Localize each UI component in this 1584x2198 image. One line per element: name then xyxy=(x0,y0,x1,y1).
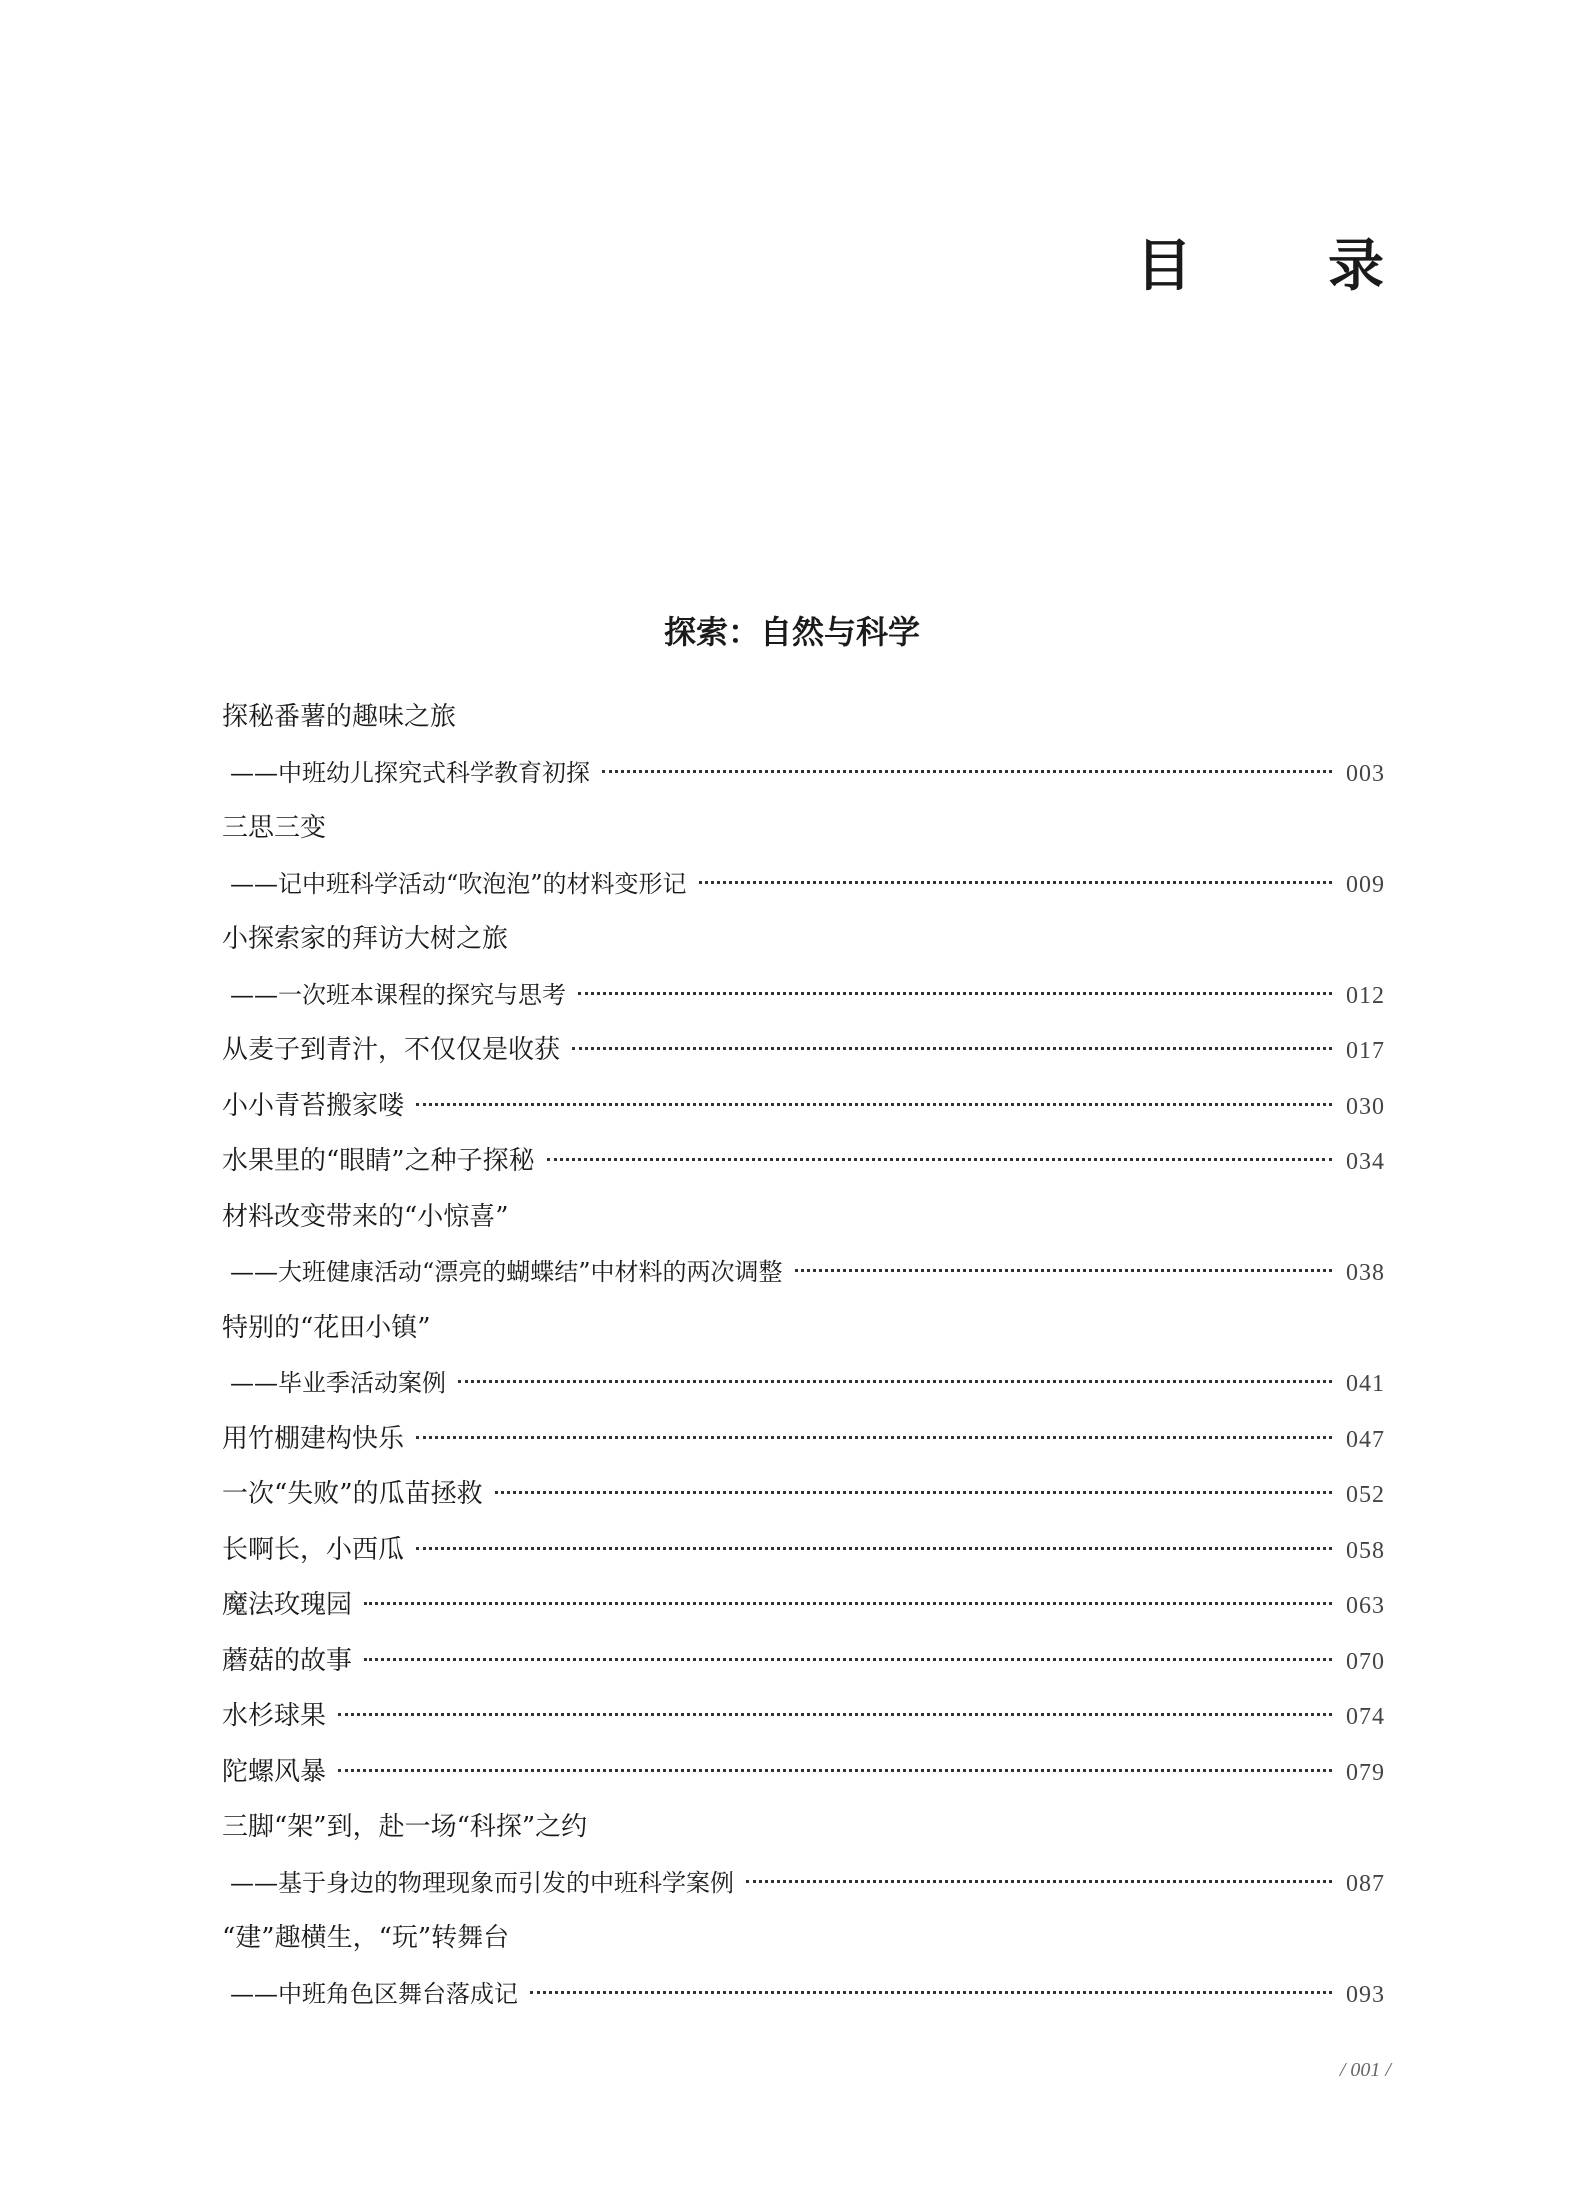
toc-subtitle-line xyxy=(222,1356,1385,1412)
dot-leader xyxy=(795,1269,1332,1272)
toc-title-text: 从麦子到青汁，不仅仅是收获 xyxy=(222,1035,561,1065)
toc-title-text: 三思三变 xyxy=(222,813,327,843)
toc-page-number: 070 xyxy=(1346,1648,1385,1675)
toc-subtitle-line xyxy=(222,1245,1385,1301)
toc-page-number: 030 xyxy=(1346,1093,1385,1120)
toc-title-line xyxy=(222,1134,1385,1190)
toc-title-text: 水果里的“眼睛”之种子探秘 xyxy=(222,1146,535,1176)
toc-title-text: 长啊长，小西瓜 xyxy=(222,1534,405,1565)
toc-page-number: 087 xyxy=(1346,1870,1385,1897)
toc-title-text: 魔法玫瑰园 xyxy=(222,1590,353,1620)
toc-title-line xyxy=(222,1800,1385,1856)
toc-title-line xyxy=(222,1634,1385,1690)
dot-leader xyxy=(416,1436,1332,1439)
toc-page-number: 034 xyxy=(1346,1149,1385,1175)
toc-page-number: 038 xyxy=(1346,1260,1385,1286)
toc-title-line xyxy=(222,690,1385,746)
dot-leader xyxy=(458,1380,1332,1383)
toc-subtitle-text: ——大班健康活动“漂亮的蝴蝶结”中材料的两次调整 xyxy=(230,1258,783,1286)
toc-subtitle-text: ——记中班科学活动“吹泡泡”的材料变形记 xyxy=(230,869,687,898)
toc-page-number: 009 xyxy=(1346,871,1385,898)
toc-subtitle-text: ——毕业季活动案例 xyxy=(230,1369,446,1397)
toc-subtitle-line xyxy=(222,968,1385,1024)
toc-title-line xyxy=(222,1301,1385,1357)
toc-title-text: 小探索家的拜访大树之旅 xyxy=(222,924,509,954)
toc-title-line xyxy=(222,1079,1385,1135)
dot-leader xyxy=(364,1658,1332,1661)
toc-title-line xyxy=(222,1023,1385,1079)
dot-leader xyxy=(416,1547,1332,1550)
toc-title-line xyxy=(222,1412,1385,1468)
dot-leader xyxy=(602,770,1332,773)
toc-title-line xyxy=(222,1523,1385,1579)
toc-title-text: 陀螺风暴 xyxy=(222,1756,327,1787)
dot-leader xyxy=(364,1602,1332,1605)
toc-page-number: 003 xyxy=(1346,760,1385,787)
dot-leader xyxy=(338,1769,1332,1772)
dot-leader xyxy=(547,1158,1332,1161)
toc-title-text: 材料改变带来的“小惊喜” xyxy=(222,1201,509,1232)
dot-leader xyxy=(699,881,1332,884)
toc-title-text: “建”趣横生，“玩”转舞台 xyxy=(222,1923,510,1953)
toc-subtitle-text: ——中班幼儿探究式科学教育初探 xyxy=(230,758,590,787)
dot-leader xyxy=(578,992,1332,995)
toc-page-number: 047 xyxy=(1346,1426,1385,1453)
toc-title-line xyxy=(222,1190,1385,1246)
footer-page-number: / 001 / xyxy=(1339,2059,1391,2081)
toc-page-number: 058 xyxy=(1346,1537,1385,1564)
toc-subtitle-line xyxy=(222,1856,1385,1912)
toc-title-text: 水杉球果 xyxy=(222,1701,327,1731)
dot-leader xyxy=(530,1991,1332,1994)
table-of-contents xyxy=(222,690,1385,2022)
toc-title-line xyxy=(222,1689,1385,1745)
toc-page-number: 079 xyxy=(1346,1759,1385,1786)
dot-leader xyxy=(338,1713,1332,1716)
section-title: 探索：自然与科学 xyxy=(663,613,920,651)
toc-title-line xyxy=(222,801,1385,857)
toc-page-number: 063 xyxy=(1346,1593,1385,1619)
toc-title-text: 特别的“花田小镇” xyxy=(222,1312,431,1343)
toc-page-number: 074 xyxy=(1346,1704,1385,1730)
toc-subtitle-text: ——中班角色区舞台落成记 xyxy=(230,1979,518,2008)
toc-page-number: 012 xyxy=(1346,982,1385,1009)
toc-title-line xyxy=(222,1578,1385,1634)
dot-leader xyxy=(746,1880,1332,1883)
toc-subtitle-line xyxy=(222,1967,1385,2023)
toc-subtitle-line xyxy=(222,746,1385,802)
toc-title-line xyxy=(222,1467,1385,1523)
page-title: 目 录 xyxy=(1136,233,1424,299)
dot-leader xyxy=(416,1103,1332,1106)
toc-page-number: 017 xyxy=(1346,1038,1385,1064)
dot-leader xyxy=(572,1047,1332,1050)
toc-title-text: 探秘番薯的趣味之旅 xyxy=(222,702,457,732)
toc-page-number: 093 xyxy=(1346,1981,1385,2008)
toc-page-number: 052 xyxy=(1346,1482,1385,1508)
dot-leader xyxy=(495,1491,1332,1494)
toc-title-text: 三脚“架”到，赴一场“科探”之约 xyxy=(222,1812,588,1842)
toc-title-line xyxy=(222,1745,1385,1801)
toc-title-line xyxy=(222,912,1385,968)
toc-subtitle-line xyxy=(222,857,1385,913)
toc-title-text: 小小青苔搬家喽 xyxy=(222,1090,405,1121)
toc-page-number: 041 xyxy=(1346,1371,1385,1397)
toc-title-line xyxy=(222,1911,1385,1967)
toc-title-text: 蘑菇的故事 xyxy=(222,1645,353,1676)
toc-subtitle-text: ——基于身边的物理现象而引发的中班科学案例 xyxy=(230,1868,734,1897)
toc-title-text: 用竹棚建构快乐 xyxy=(222,1423,405,1454)
toc-subtitle-text: ——一次班本课程的探究与思考 xyxy=(230,980,566,1009)
toc-title-text: 一次“失败”的瓜苗拯救 xyxy=(222,1479,483,1509)
